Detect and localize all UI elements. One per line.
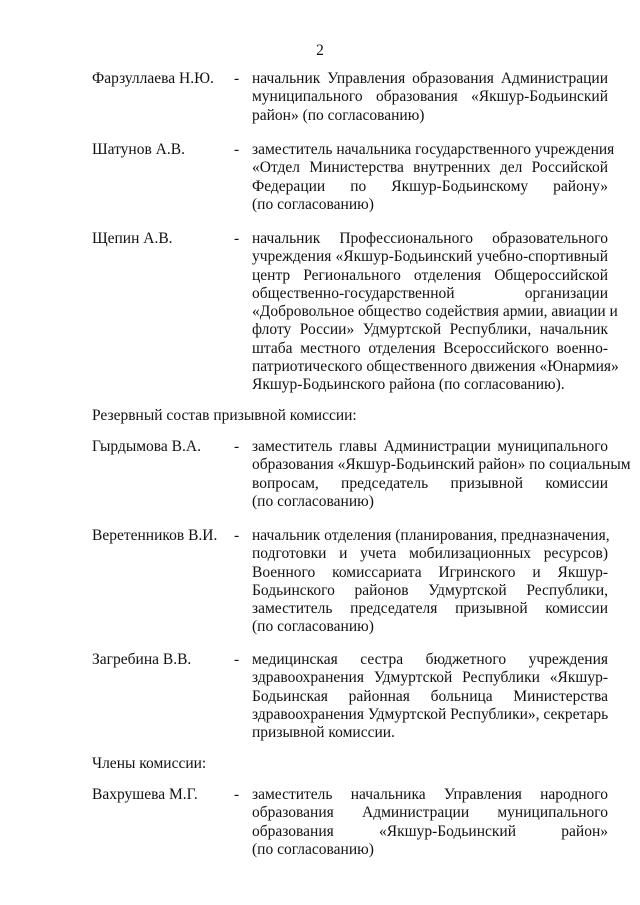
member-description — [252, 786, 608, 859]
description-line: Федерации по Якшур-Бодьинскому району» — [252, 177, 608, 195]
member-name: Фарзуллаева Н.Ю. — [92, 70, 214, 87]
member-description — [252, 651, 608, 742]
description-line: призывной комиссии. — [252, 724, 395, 742]
description-line: здравоохранения Удмуртской Республики», секретарь — [252, 705, 609, 723]
description-line: Бодьинского районов Удмуртской Республики, — [252, 581, 608, 599]
description-line: заместитель главы Администрации муниципального — [252, 438, 608, 455]
description-line: начальник отделения (планирования, предназначения, — [252, 527, 610, 544]
dash-separator: - — [234, 230, 240, 247]
member-name: Загребина В.В. — [92, 651, 192, 668]
description-line: образования Администрации муниципального — [252, 804, 608, 822]
description-line: (по согласованию) — [252, 195, 374, 213]
reserve-composition-heading: Резервный состав призывной комиссии: — [92, 407, 357, 424]
description-line: район» (по согласованию) — [252, 106, 425, 124]
description-line: учреждения «Якшур-Бодьинский учебно-спортивный — [252, 248, 608, 266]
description-line: муниципального образования «Якшур-Бодьинский — [252, 88, 608, 106]
description-line: патриотического общественного движения «Юнармия» — [252, 358, 619, 376]
page-number: 2 — [316, 42, 324, 59]
description-line: Военного комиссариата Игринского и Якшур- — [252, 563, 608, 581]
dash-separator: - — [234, 651, 240, 668]
member-name: Гырдымова В.А. — [92, 438, 201, 455]
dash-separator: - — [234, 527, 240, 544]
member-description — [252, 141, 615, 214]
member-description — [252, 438, 631, 511]
members-heading: Члены комиссии: — [92, 755, 207, 772]
description-line: начальник Управления образования Администрации — [252, 70, 608, 87]
description-line: (по согласованию) — [252, 840, 374, 858]
description-line: заместитель начальника Управления народного — [252, 786, 608, 803]
description-line: Бодьинская районная больница Министерства — [252, 687, 608, 705]
description-line: подготовки и учета мобилизационных ресурсов) — [252, 545, 608, 563]
dash-separator: - — [234, 786, 240, 803]
description-line: здравоохранения Удмуртской Республики «Якшур- — [252, 669, 608, 687]
member-description — [252, 527, 608, 637]
description-line: центр Регионального отделения Общероссийской — [252, 266, 608, 284]
description-line: медицинская сестра бюджетного учреждения — [252, 651, 608, 668]
description-line: (по согласованию) — [252, 618, 374, 636]
description-line: образования «Якшур-Бодьинский район» по социальным — [252, 456, 631, 474]
member-description — [252, 70, 608, 125]
description-line: образования «Якшур-Бодьинский район» — [252, 822, 608, 840]
member-name: Шатунов А.В. — [92, 141, 185, 158]
description-line: заместитель начальника государственного учреждения — [252, 141, 615, 158]
dash-separator: - — [234, 141, 240, 158]
member-name: Щепин А.В. — [92, 230, 173, 247]
dash-separator: - — [234, 438, 240, 455]
description-line: Якшур-Бодьинского района (по согласованию). — [252, 376, 565, 394]
description-line: общественно-государственной организации — [252, 284, 608, 302]
description-line: заместитель председателя призывной комиссии — [252, 600, 608, 618]
member-description — [252, 230, 619, 395]
description-line: «Добровольное общество содействия армии, авиации и — [252, 303, 618, 321]
description-line: флоту России» Удмуртской Республики, начальник — [252, 321, 608, 339]
description-line: «Отдел Министерства внутренних дел Российской — [252, 159, 608, 177]
description-line: вопросам, председатель призывной комиссии — [252, 474, 608, 492]
description-line: штаба местного отделения Всероссийского военно- — [252, 339, 608, 357]
description-line: начальник Профессионального образовательного — [252, 230, 608, 247]
member-name: Веретенников В.И. — [92, 527, 218, 544]
description-line: (по согласованию) — [252, 492, 374, 510]
member-name: Вахрушева М.Г. — [92, 786, 198, 803]
dash-separator: - — [234, 70, 240, 87]
